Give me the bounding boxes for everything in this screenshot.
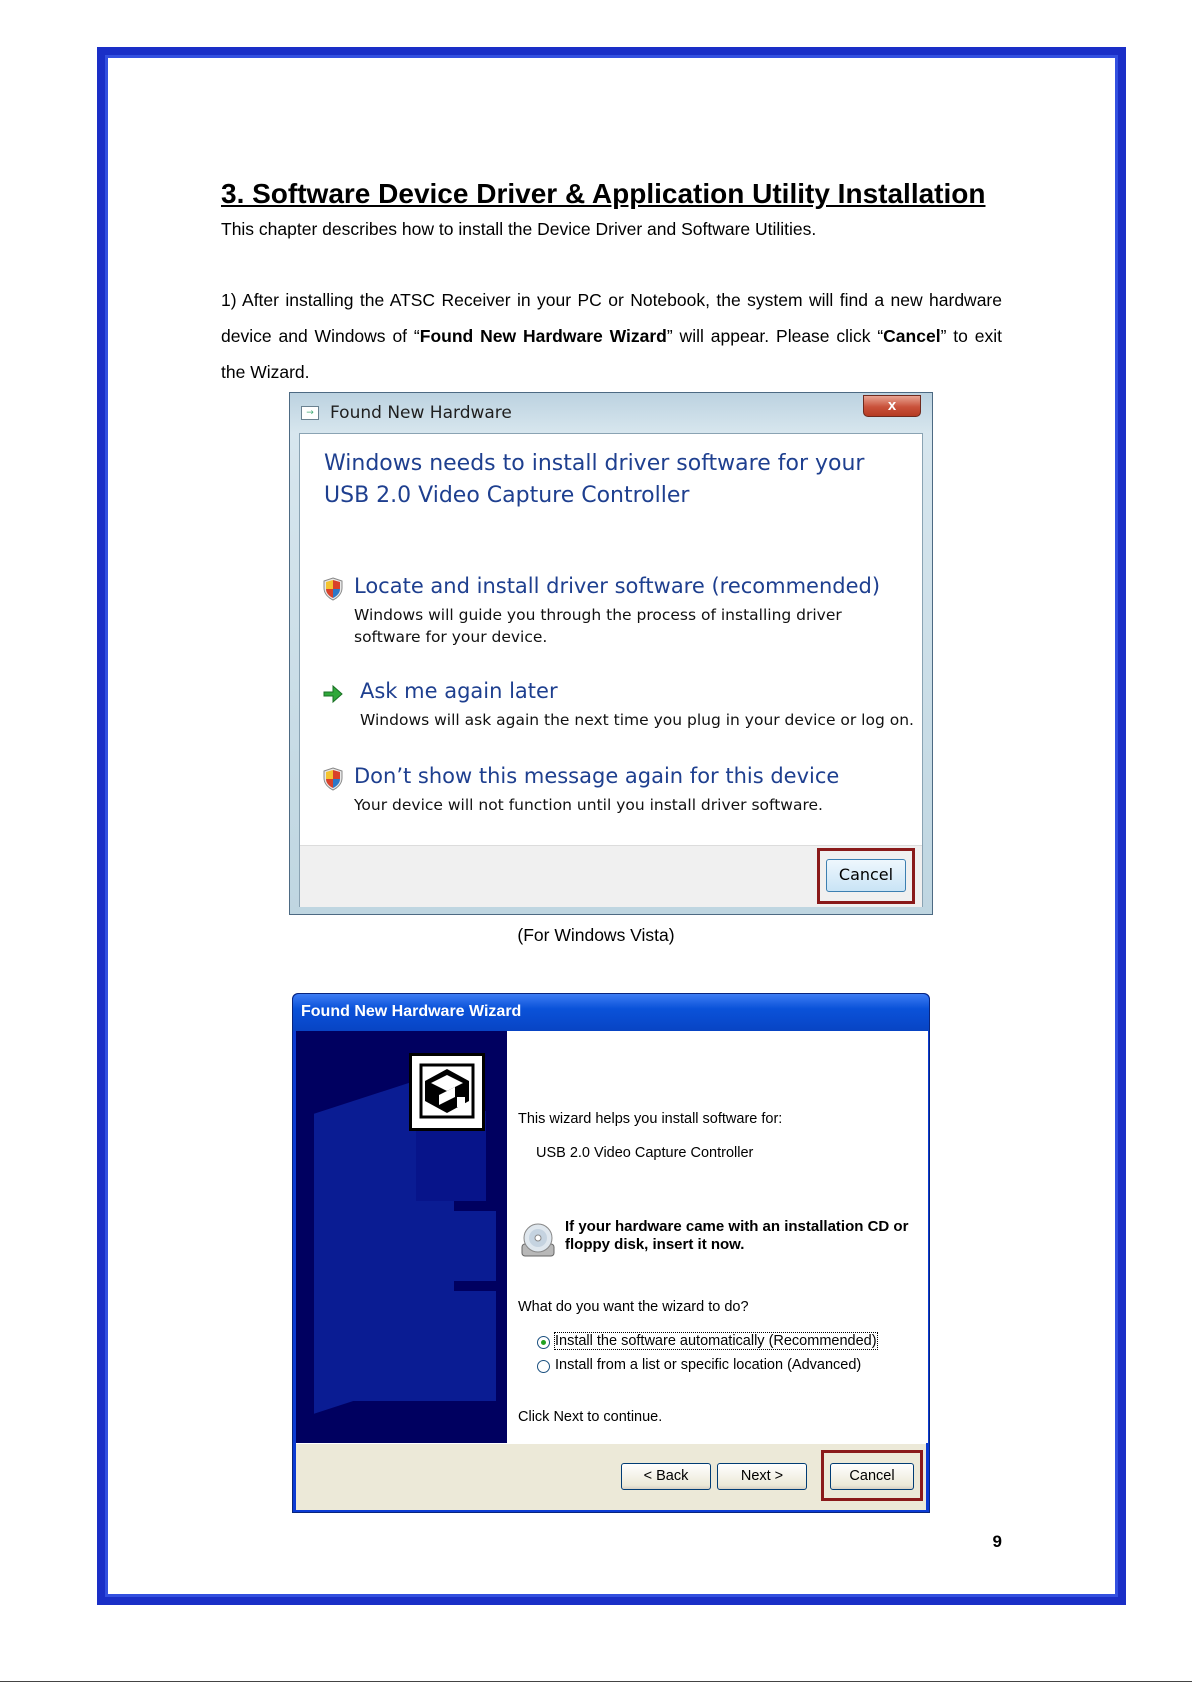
vista-dialog-title: Found New Hardware [330, 403, 512, 423]
xp-title-bar [293, 994, 929, 1031]
hardware-card-icon [409, 1053, 485, 1131]
expansion-card-icon [417, 1061, 477, 1121]
xp-found-new-hardware-wizard [292, 993, 930, 1513]
chapter-intro: This chapter describes how to install the Device Driver and Software Utilities. [221, 219, 817, 239]
device-name: USB 2.0 Video Capture Controller [536, 1145, 754, 1161]
radio-install-from-list[interactable] [537, 1360, 550, 1373]
back-button[interactable]: < Back [621, 1463, 711, 1490]
next-button[interactable]: Next > [717, 1463, 807, 1490]
shield-icon [322, 577, 344, 601]
vista-found-new-hardware-dialog [289, 392, 933, 915]
wizard-question: What do you want the wizard to do? [518, 1299, 749, 1315]
step-1-text-part: 1) After installing the ATSC Receiver in your PC or Notebook, the system will find a new hardware device and Windows of “ [221, 290, 1002, 346]
cancel-button[interactable]: Cancel [830, 1463, 914, 1490]
step-1-text [221, 282, 1002, 390]
sidebar-decoration [326, 1291, 496, 1401]
wizard-sidebar-graphic [296, 1031, 507, 1443]
option-title: Locate and install driver software (recommended) [354, 574, 881, 598]
vista-dialog-footer [300, 845, 922, 907]
radio-label[interactable]: Install the software automatically (Recommended) [555, 1333, 877, 1349]
cancel-word-bold: Cancel [883, 326, 941, 346]
cancel-highlight-box [817, 848, 915, 904]
xp-wizard-title: Found New Hardware Wizard [301, 1003, 522, 1020]
wizard-footer [296, 1443, 926, 1510]
wizard-name-bold: Found New Hardware Wizard [419, 326, 667, 346]
vista-dialog-content [299, 433, 923, 907]
radio-install-automatically[interactable] [537, 1336, 550, 1349]
figure-caption: (For Windows Vista) [517, 925, 675, 945]
cancel-highlight-box [821, 1450, 923, 1501]
green-arrow-icon [322, 682, 344, 706]
page-number: 9 [992, 1532, 1002, 1551]
sidebar-decoration [376, 1211, 496, 1281]
option-description: Windows will guide you through the process of installing driver software for your device. [354, 606, 842, 646]
step-1-text-part: ” to exit the Wizard. [221, 326, 1002, 382]
cd-icon [518, 1222, 558, 1262]
helps-text: This wizard helps you install software for: [518, 1111, 783, 1127]
option-description: Your device will not function until you install driver software. [354, 796, 823, 814]
close-button[interactable]: x [863, 395, 921, 417]
vista-heading: Windows needs to install driver software for your USB 2.0 Video Capture Controller [324, 451, 865, 508]
step-1-text-part: ” will appear. Please click “ [666, 326, 884, 346]
cancel-button[interactable]: Cancel [826, 859, 906, 892]
wizard-content [507, 1031, 928, 1443]
cd-prompt: If your hardware came with an installation CD or floppy disk, insert it now. [565, 1218, 909, 1253]
continue-text: Click Next to continue. [518, 1409, 663, 1425]
chapter-title: 3. Software Device Driver & Application Utility Installation [221, 178, 986, 209]
shield-icon [322, 767, 344, 791]
option-description: Windows will ask again the next time you plug in your device or log on. [360, 711, 914, 729]
radio-label[interactable]: Install from a list or specific location (Advanced) [555, 1357, 862, 1373]
option-title: Ask me again later [360, 679, 558, 703]
hardware-icon: → [301, 406, 319, 420]
page-edge-line [0, 1681, 1192, 1682]
option-title: Don’t show this message again for this device [354, 764, 840, 788]
